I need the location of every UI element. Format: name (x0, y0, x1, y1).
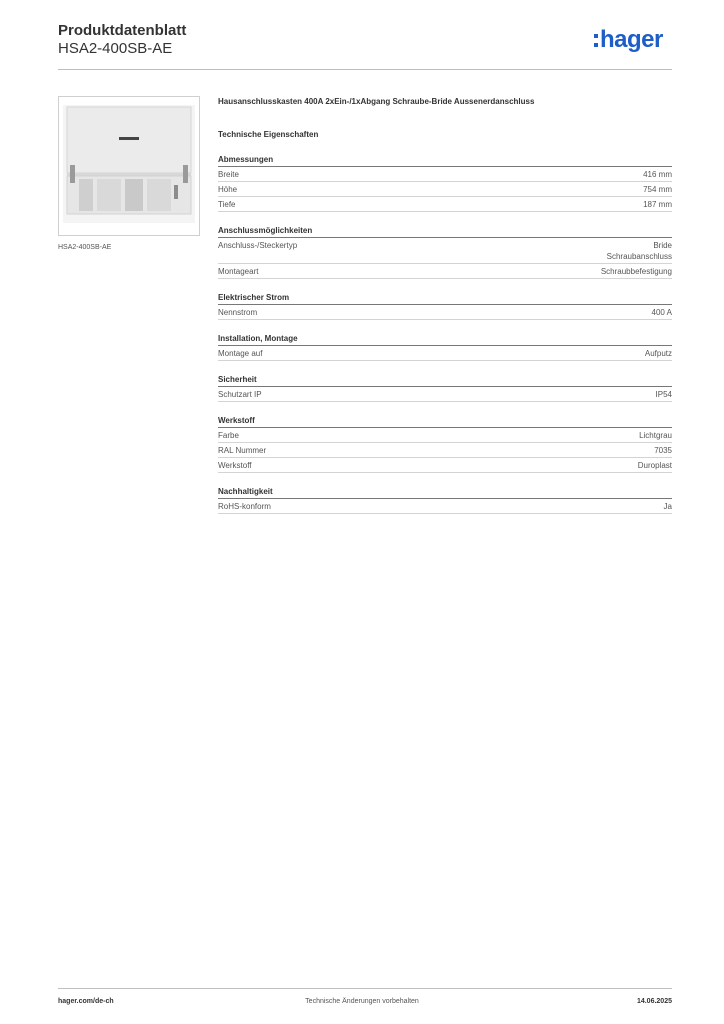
spec-row (218, 167, 672, 182)
spec-section (218, 154, 672, 212)
spec-section (218, 225, 672, 279)
spec-value: Ja (663, 502, 672, 511)
spec-value: Bride Schraubanschluss (606, 241, 672, 261)
product-image (58, 96, 200, 236)
logo-dots-icon (594, 27, 599, 47)
spec-value: 416 mm (643, 170, 672, 179)
spec-label: Werkstoff (218, 461, 252, 470)
spec-row (218, 197, 672, 212)
section-title: Abmessungen (218, 154, 672, 167)
section-title: Werkstoff (218, 415, 672, 428)
spec-value: IP54 (655, 390, 672, 399)
page-title: Produktdatenblatt (58, 22, 187, 39)
hager-logo (594, 27, 663, 53)
spec-row (218, 264, 672, 279)
logo-text: hager (600, 26, 663, 53)
spec-value: Schraubbefestigung (600, 267, 672, 276)
spec-sections (218, 154, 672, 514)
spec-value: 187 mm (643, 200, 672, 209)
spec-content (218, 96, 672, 514)
spec-row (218, 458, 672, 473)
spec-section (218, 415, 672, 473)
spec-label: Nennstrom (218, 308, 258, 317)
spec-row (218, 443, 672, 458)
header-divider (58, 69, 672, 70)
spec-row (218, 305, 672, 320)
spec-row (218, 346, 672, 361)
product-description: Hausanschlusskasten 400A 2xEin-/1xAbgang Schraube-Bride Aussenerdanschluss (218, 97, 535, 106)
footer-date: 14.06.2025 (636, 998, 672, 1005)
spec-label: RAL Nummer (218, 446, 267, 455)
distribution-box-icon (59, 97, 199, 235)
spec-row (218, 238, 672, 264)
spec-section (218, 374, 672, 402)
product-code: HSA2-400SB-AE (58, 40, 173, 57)
spec-label: Höhe (218, 185, 238, 194)
spec-label: Breite (218, 170, 239, 179)
spec-label: Farbe (218, 431, 239, 440)
section-title: Elektrischer Strom (218, 292, 672, 305)
spec-label: Montageart (218, 267, 259, 276)
spec-label: Tiefe (218, 200, 236, 209)
spec-value: Aufputz (644, 349, 672, 358)
section-title: Anschlussmöglichkeiten (218, 225, 672, 238)
spec-value: 754 mm (643, 185, 672, 194)
section-title: Installation, Montage (218, 333, 672, 346)
spec-value: 400 A (651, 308, 672, 317)
spec-row (218, 387, 672, 402)
spec-label: RoHS-konform (218, 502, 271, 511)
footer-divider (58, 988, 672, 989)
spec-value: Lichtgrau (639, 431, 672, 440)
spec-label: Schutzart IP (218, 390, 262, 399)
spec-value: 7035 (654, 446, 672, 455)
spec-section (218, 486, 672, 514)
spec-value: Duroplast (637, 461, 672, 470)
spec-section (218, 292, 672, 320)
section-title: Sicherheit (218, 374, 672, 387)
spec-label: Montage auf (218, 349, 263, 358)
section-title: Nachhaltigkeit (218, 486, 672, 499)
spec-label: Anschluss-/Steckertyp (218, 241, 298, 250)
spec-row (218, 428, 672, 443)
footer-notice: Technische Änderungen vorbehalten (305, 998, 419, 1005)
footer-website: hager.com/de-ch (58, 998, 114, 1005)
image-caption: HSA2-400SB-AE (58, 244, 112, 251)
tech-properties-heading: Technische Eigenschaften (218, 130, 319, 139)
spec-row (218, 499, 672, 514)
spec-section (218, 333, 672, 361)
spec-row (218, 182, 672, 197)
